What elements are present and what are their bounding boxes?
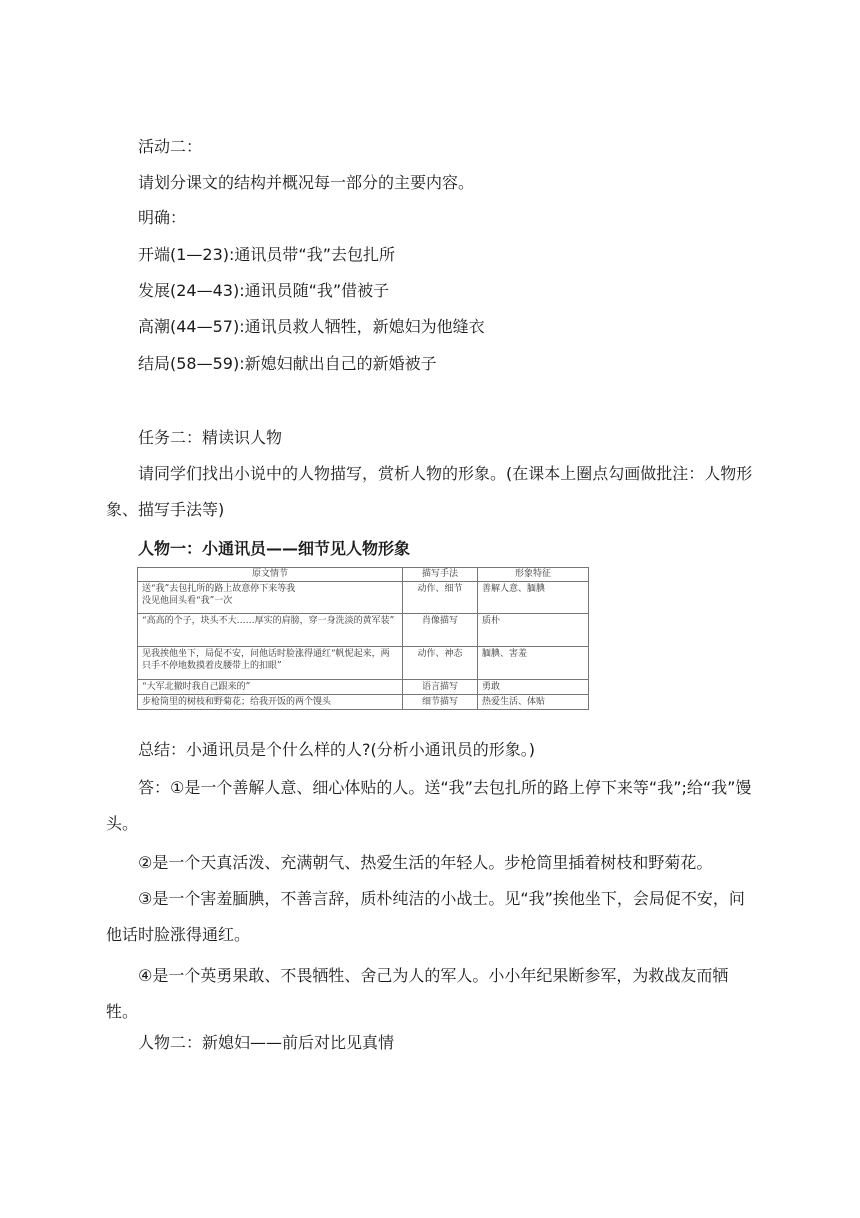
- column-header: 原文情节: [138, 568, 403, 582]
- table-cell: 语言描写: [403, 680, 478, 695]
- table-cell: 步枪筒里的树枝和野菊花；给我开饭的两个馒头: [138, 695, 403, 710]
- table-cell: 动作、细节: [403, 582, 478, 614]
- table-cell: 勇敢: [478, 680, 589, 695]
- character2-title: 人物二：新媳妇——前后对比见真情: [138, 1033, 395, 1052]
- task-instruction: 请同学们找出小说中的人物描写，赏析人物的形象。(在课本上圈点勾画做批注：人物形象、描写手法等): [106, 464, 753, 519]
- table-cell: 善解人意、腼腆: [478, 582, 589, 614]
- table-cell: “大军北撤时我自己跟来的”: [138, 680, 403, 695]
- table-row: [138, 695, 589, 710]
- table-cell: “高高的个子，块头不大……厚实的肩膀，穿一身洗淡的黄军装”: [138, 614, 403, 647]
- column-header: 形象特征: [478, 568, 589, 582]
- table-row: [138, 680, 589, 695]
- table-cell: 腼腆、害羞: [478, 647, 589, 680]
- answer-item: ④是一个英勇果敢、不畏牺牲、舍己为人的军人。小小年纪果断参军，为救战友而牺牲。: [106, 966, 729, 1021]
- task-heading: 任务二：精读识人物: [138, 428, 283, 447]
- structure-part: 发展(24—43):通讯员随“我”借被子: [138, 281, 390, 300]
- answer-item: ③是一个害羞腼腆，不善言辞，质朴纯洁的小战士。见“我”挨他坐下，会局促不安，问他话时脸涨得通红。: [106, 889, 745, 944]
- table-header-row: [138, 568, 589, 582]
- answer-label: 明确：: [138, 208, 187, 227]
- activity-question: 请划分课文的结构并概况每一部分的主要内容。: [138, 173, 475, 192]
- table-cell: 热爱生活、体贴: [478, 695, 589, 710]
- summary-question: 总结：小通讯员是个什么样的人?(分析小通讯员的形象。): [138, 740, 535, 759]
- table-cell: 见我挨他坐下，局促不安，问他话时脸涨得通红“帆怩起来，两只手不停地数摸着皮腰带上的扣眼”: [138, 647, 403, 680]
- column-header: 描写手法: [403, 568, 478, 582]
- character1-title: 人物一：小通讯员——细节见人物形象: [138, 539, 411, 558]
- character-table: [137, 567, 589, 710]
- answer-item: 答：①是一个善解人意、细心体贴的人。送“我”去包扎所的路上停下来等“我”;给“我”馒头。: [106, 778, 752, 833]
- table-row: [138, 614, 589, 647]
- table-cell: 质朴: [478, 614, 589, 647]
- table-row: [138, 647, 589, 680]
- structure-part: 开端(1—23):通讯员带“我”去包扎所: [138, 245, 395, 264]
- table-cell: 送“我”去包扎所的路上故意停下来等我 没见他回头看“我”一次: [138, 582, 403, 614]
- table-row: [138, 582, 589, 614]
- structure-part: 结局(58—59):新媳妇献出自己的新婚被子: [138, 354, 437, 373]
- table-cell: 动作、神态: [403, 647, 478, 680]
- activity-heading: 活动二：: [138, 137, 203, 156]
- answer-item: ②是一个天真活泼、充满朝气、热爱生活的年轻人。步枪筒里插着树枝和野菊花。: [138, 853, 713, 872]
- table-cell: 肖像描写: [403, 614, 478, 647]
- table-cell: 细节描写: [403, 695, 478, 710]
- structure-part: 高潮(44—57):通讯员救人牺牲，新媳妇为他缝衣: [138, 317, 485, 336]
